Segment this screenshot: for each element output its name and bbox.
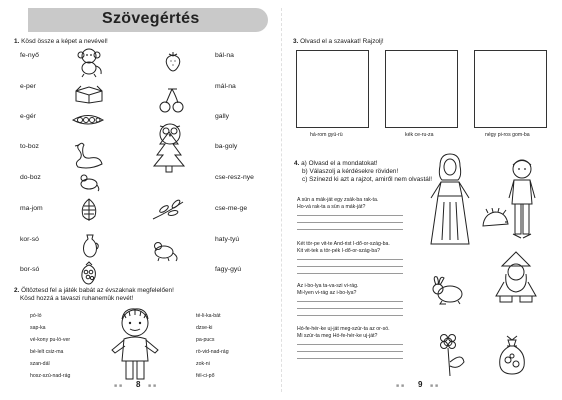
task2-left-item: sap-ka — [30, 325, 46, 331]
answer-lines-2[interactable] — [297, 253, 403, 274]
task1-right-word: cse-resz-nye — [215, 174, 254, 181]
drawing-box-1[interactable] — [296, 50, 369, 128]
doll-icon — [104, 306, 166, 384]
pine-tree-icon — [149, 130, 189, 174]
task1-right-word: gally — [215, 113, 229, 120]
task3-header — [293, 38, 384, 46]
pea-pod-icon — [71, 112, 105, 128]
drawing-caption-2: kék ce-ru-za — [405, 132, 434, 138]
task4-question: Mi-lyen vi-rág az i-bo-lya? — [297, 290, 357, 296]
raspberry-icon — [78, 260, 100, 286]
task4-sentence: Két tör-pe vit-te And-rist I-dő-or-szág-ba. — [297, 241, 390, 247]
task1-number: 1. — [14, 38, 20, 45]
mouse-icon — [76, 172, 100, 192]
task1-left-word: e-per — [20, 83, 36, 90]
task2-right-item: pa-pucs — [196, 337, 215, 343]
task4-instruction-b: b) Válaszolj a kérdésekre röviden! — [302, 168, 399, 175]
task1-right-word: fagy-gyú — [215, 266, 242, 273]
title-banner — [28, 8, 268, 32]
task2-header — [14, 287, 174, 303]
drawing-box-2[interactable] — [385, 50, 458, 128]
sack-icon — [496, 332, 528, 376]
answer-lines-1[interactable] — [297, 209, 403, 230]
task1-right-word: mál-na — [215, 83, 236, 90]
pitcher-icon — [80, 232, 100, 258]
boy-icon — [505, 156, 539, 242]
task2-right-item: té-li-ka-bát — [196, 313, 221, 319]
task1-left-word: fe-nyő — [20, 52, 39, 59]
task2-left-item: szan-dál — [30, 361, 50, 367]
task1-left-word: bor-só — [20, 266, 40, 273]
drawing-caption-3: négy pi-ros gom-ba — [485, 132, 530, 138]
rabbit-icon — [428, 275, 470, 305]
cherry-icon — [157, 86, 187, 114]
task2-left-item: hosz-szú-nad-rág — [30, 373, 71, 379]
twig-icon — [150, 198, 186, 222]
task1-right-word: ba-goly — [215, 143, 238, 150]
task4-question: Kit vit-tek a tör-pék I-dő-or-szág-ba? — [297, 248, 381, 254]
swan-icon — [70, 140, 106, 170]
task1-header — [14, 38, 108, 46]
page-number-right: 9 — [418, 380, 423, 389]
task1-left-word: ma-jom — [20, 205, 43, 212]
task2-right-item: dzse-ki — [196, 325, 213, 331]
task4-question: Mi szúr-ta meg Hó-fe-hér-ke uj-ját? — [297, 333, 378, 339]
page-dots-left-2: ■■ — [148, 383, 159, 389]
task1-left-word: e-gér — [20, 113, 36, 120]
drawing-caption-1: há-rom gyü-rü — [310, 132, 343, 138]
task2-right-item: fél-ci-pő — [196, 373, 215, 379]
task2-left-item: vé-kony pu-ló-ver — [30, 337, 71, 343]
violet-flower-icon — [436, 332, 470, 378]
hedgehog-icon — [480, 208, 510, 230]
task1-right-word: haty-tyú — [215, 236, 240, 243]
answer-lines-3[interactable] — [297, 295, 403, 316]
task4-header — [294, 160, 432, 184]
task4-instruction-a: a) Olvasd el a mondatokat! — [301, 160, 378, 167]
task2-instruction-1: Öltöztesd fel a játék babát az évszaknak megfelelően! — [21, 287, 174, 294]
strawberry-icon — [163, 50, 183, 72]
task2-right-item: rö-vid-nad-rág — [196, 349, 229, 355]
task4-instruction-c: c) Színezd ki azt a rajzot, amiről nem olvastál! — [302, 176, 432, 183]
task1-left-word: kor-só — [20, 236, 39, 243]
box-icon — [73, 82, 105, 104]
monkey-icon — [74, 46, 104, 78]
task1-instruction: Kösd össze a képet a nevével! — [21, 38, 108, 45]
task4-sentence: A sün a mák-ját egy zsák-ba rak-ta. — [297, 197, 379, 203]
task2-left-item: pó-ló — [30, 313, 42, 319]
answer-lines-4[interactable] — [297, 338, 403, 359]
dwarf-icon — [490, 250, 544, 304]
page-number-left: 8 — [136, 380, 141, 389]
task1-left-word: to-boz — [20, 143, 39, 150]
task2-number: 2. — [14, 287, 20, 294]
task1-left-word: do-boz — [20, 174, 41, 181]
task4-number: 4. — [294, 160, 300, 167]
task3-number: 3. — [293, 38, 299, 45]
page-title: Szövegértés — [102, 10, 200, 27]
page-dots-left: ■■ — [114, 383, 125, 389]
task2-left-item: bé-lelt csiz-ma — [30, 349, 64, 355]
mouse-icon-small — [148, 238, 182, 262]
drawing-box-3[interactable] — [474, 50, 547, 128]
task4-question: Ho-vá rak-ta a sün a mák-ját? — [297, 204, 366, 210]
page-dots-right-2: ■■ — [430, 383, 441, 389]
task2-right-item: zok-ni — [196, 361, 210, 367]
task2-instruction-2: Kösd hozzá a tavaszi ruhanemûk nevét! — [20, 295, 134, 302]
page-divider — [281, 8, 282, 392]
task3-instruction: Olvasd el a szavakat! Rajzolj! — [300, 38, 384, 45]
pinecone-icon — [78, 196, 100, 224]
task1-right-word: cse-me-ge — [215, 205, 248, 212]
task1-right-word: bál-na — [215, 52, 234, 59]
task4-sentence: Hó-fe-hér-ke uj-ját meg-szúr-ta az or-só. — [297, 326, 390, 332]
snow-white-icon — [428, 152, 472, 248]
task4-sentence: Az i-bo-lya ta-va-szi vi-rág. — [297, 283, 359, 289]
page-dots-right: ■■ — [396, 383, 407, 389]
